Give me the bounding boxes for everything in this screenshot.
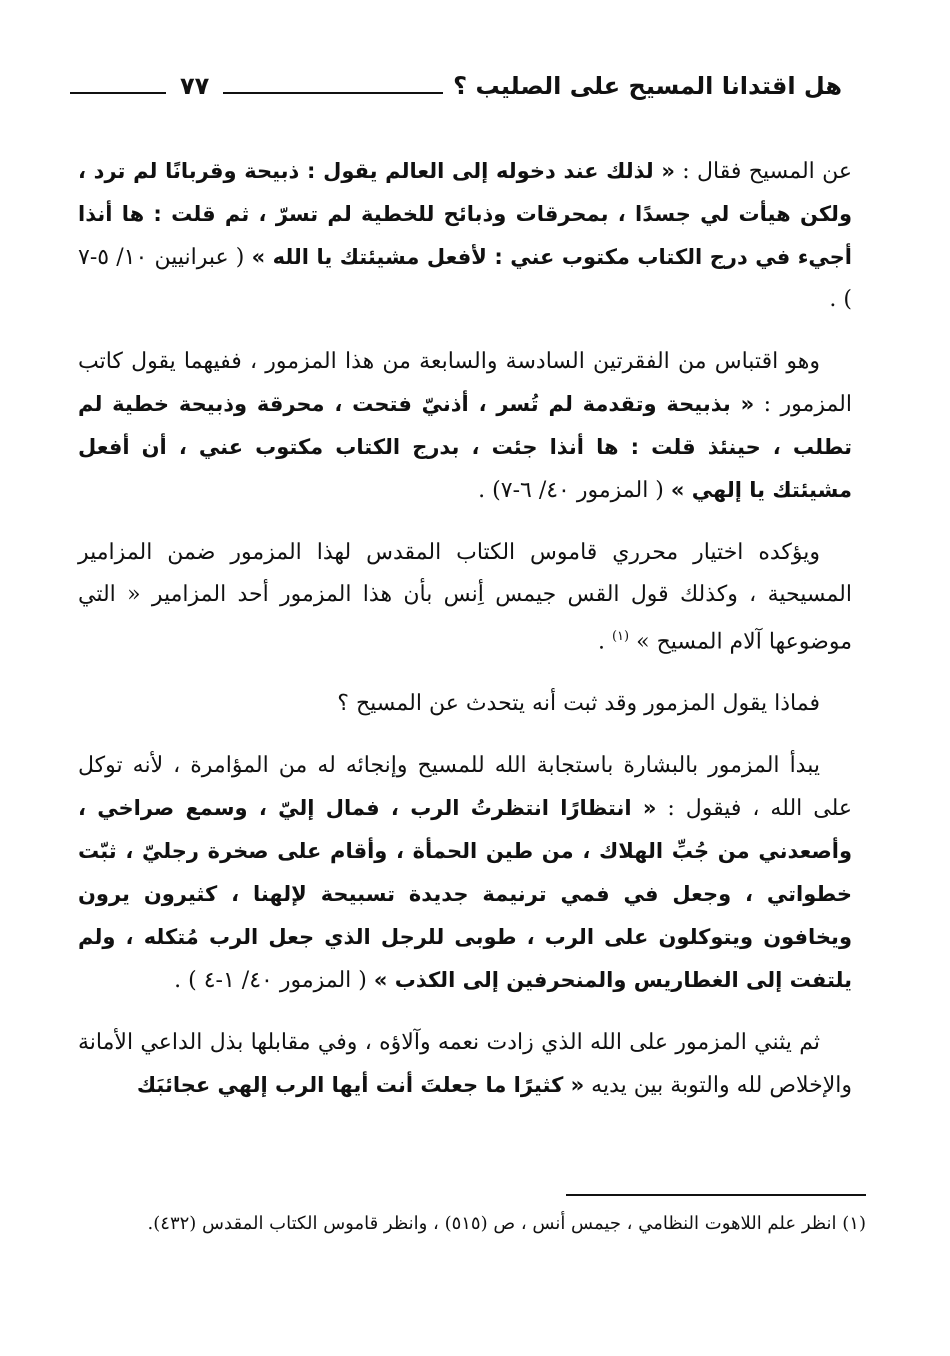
- paragraph-3: [78, 532, 852, 663]
- scripture-quote: « كثيرًا ما جعلتَ أنت أيها الرب إلهي عجائبَك: [136, 1073, 585, 1098]
- scripture-quote: « بذبيحة وتقدمة لم تُسر ، أذنيّ فتحت ، محرقة وذبيحة خطية لم تطلب ، حينئذ قلت : ها أنذا جئت ، بدرج الكتاب مكتوب عني ، أن أفعل مشيئتك يا إلهي »: [78, 392, 852, 502]
- header-rule-short: [70, 92, 166, 94]
- footnote: (١) انظر علم اللاهوت النظامي ، جيمس أنس ، ص (٥١٥) ، وانظر قاموس الكتاب المقدس (٤٣٢).: [147, 1213, 866, 1234]
- scripture-quote: « انتظارًا انتظرتُ الرب ، فمال إليّ ، وسمع صراخي ، وأصعدني من جُبِّ الهلاك ، من طين الحمأة ، وأقام على صخرة رجليّ ، ثبّت خطواتي ، وجعل في فمي ترنيمة جديدة تسبيحة لإلهنا ، كثيرون يرون ويخافون ويتوكلون على الرب ، طوبى للرجل الذي جعل الرب مُتكله ، ولم يلتفت إلى الغطاريس والمنحرفين إلى الكذب »: [78, 796, 852, 993]
- paragraph-4: [78, 683, 852, 725]
- paragraph-5: [78, 745, 852, 1002]
- page-body: [78, 150, 852, 1127]
- scripture-quote: « لذلك عند دخوله إلى العالم يقول : ذبيحة وقربانًا لم ترد ، ولكن هيأت لي جسدًا ، بمحرقات وذبائح للخطية لم تسرّ ، ثم قلت : ها أنذا أجيء في درج الكتاب مكتوب عني : لأفعل مشيئتك يا الله »: [78, 159, 853, 269]
- header-title: هل اقتدانا المسيح على الصليب ؟: [453, 72, 842, 100]
- scripture-reference: ( عبرانيين ١٠/ ٥-٧ ) .: [78, 245, 852, 312]
- footnote-rule: [566, 1194, 866, 1196]
- paragraph-text: فماذا يقول المزمور وقد ثبت أنه يتحدث عن المسيح ؟: [337, 691, 820, 717]
- paragraph-intro: يبدأ المزمور بالبشارة باستجابة الله للمسيح وإنجائه له من المؤامرة ، لأنه توكل على الله ، فيقول :: [78, 753, 852, 822]
- paragraph-text: ويؤكده اختيار محرري قاموس الكتاب المقدس لهذا المزمور ضمن المزامير المسيحية ، وكذلك قول القس جيمس أِنس بأن هذا المزمور أحد المزامير « التي موضوعها آلام المسيح »: [78, 540, 852, 655]
- paragraph-2: [78, 341, 852, 512]
- scripture-reference: ( المزمور ٤٠/ ٦-٧) .: [478, 478, 671, 503]
- running-header: [70, 64, 842, 108]
- paragraph-end: .: [597, 629, 612, 655]
- paragraph-intro: وهو اقتباس من الفقرتين السادسة والسابعة من هذا المزمور ، ففيهما يقول كاتب المزمور :: [78, 349, 852, 417]
- scripture-reference: ( المزمور ٤٠/ ١-٤ ) .: [174, 968, 374, 994]
- paragraph-6: [78, 1022, 852, 1107]
- paragraph-1: [78, 150, 852, 321]
- page-number: ٧٧: [180, 72, 210, 100]
- paragraph-intro: ثم يثني المزمور على الله الذي زادت نعمه وآلاؤه ، وفي مقابلها بذل الداعي الأمانة والإخلاص لله والتوبة بين يديه: [78, 1030, 852, 1099]
- paragraph-intro: عن المسيح فقال :: [674, 159, 853, 184]
- footnote-marker[interactable]: (١): [611, 629, 630, 644]
- header-rule: [223, 92, 443, 94]
